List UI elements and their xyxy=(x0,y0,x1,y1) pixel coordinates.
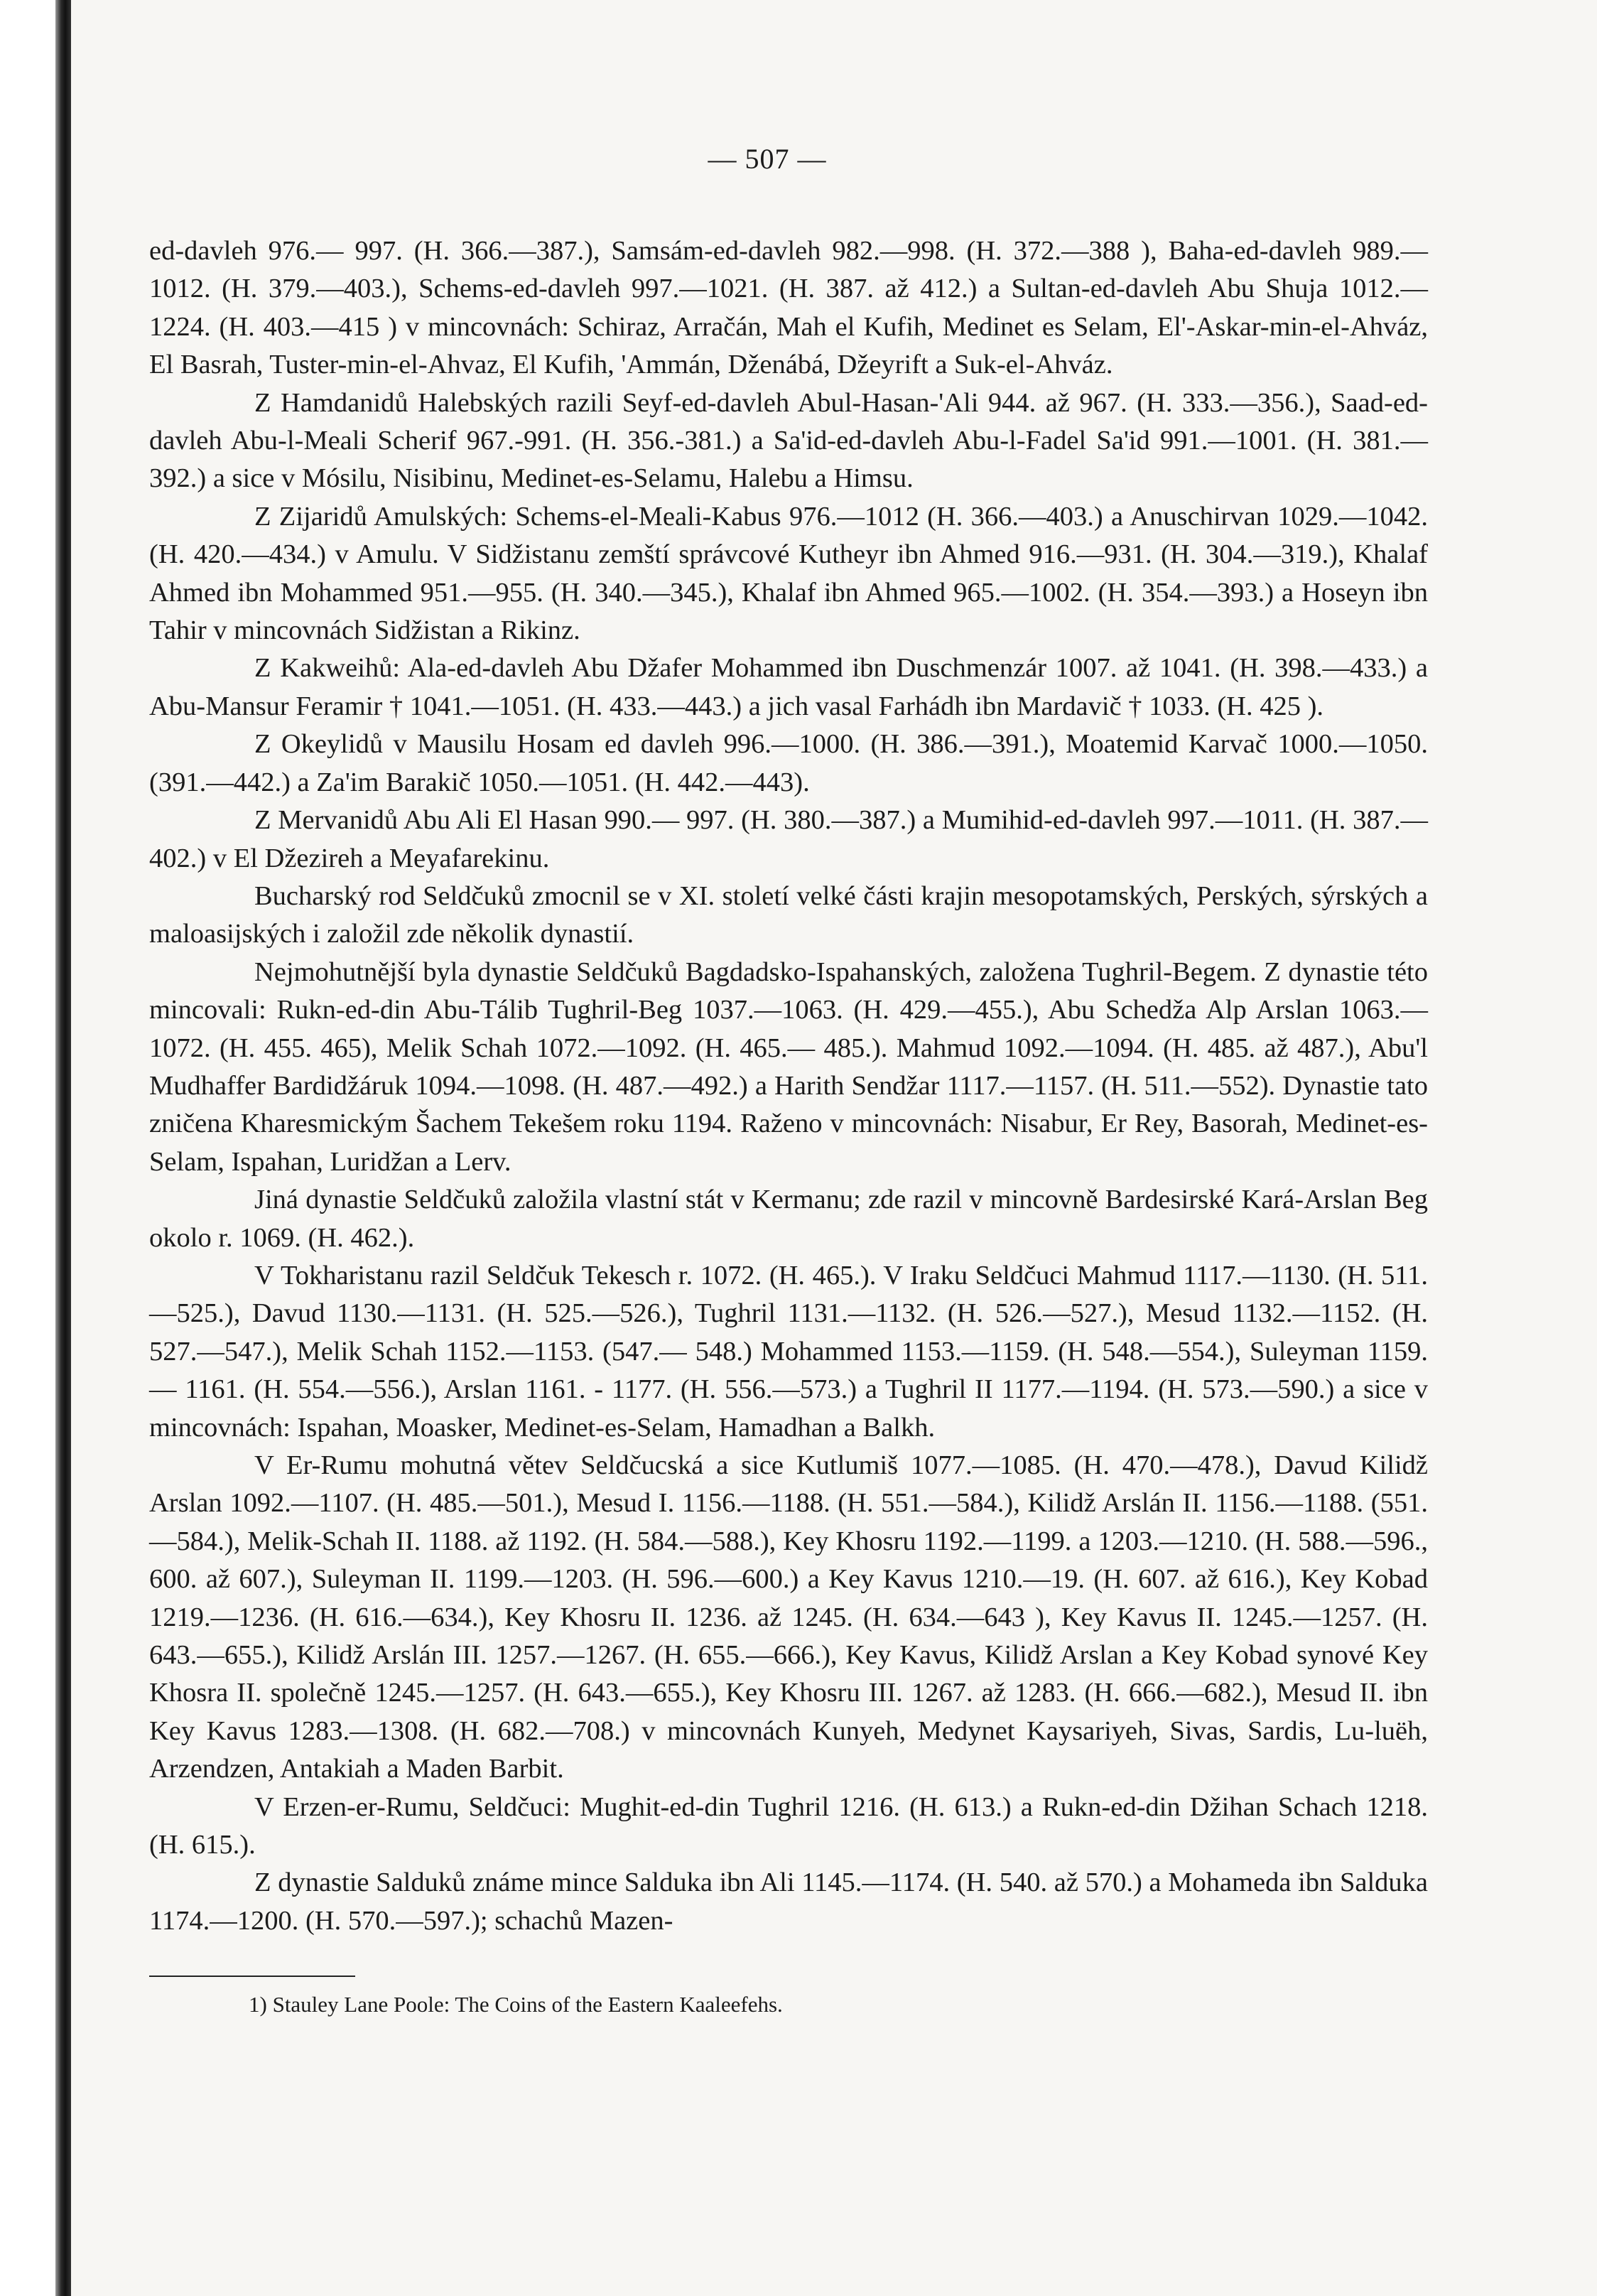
paragraph-saldukids: Z dynastie Salduků známe mince Salduka ibn Ali 1145.—1174. (H. 540. až 570.) a Mohameda ibn Salduka 1174.—1200. (H. 570.—597.); schachů Mazen- xyxy=(149,1867,1428,1936)
footnote-rule xyxy=(149,1976,355,1977)
paragraph-mervanids: Z Mervanidů Abu Ali El Hasan 990.— 997. (H. 380.—387.) a Mumihid-ed-davleh 997.—1011. (H. 387.—402.) v El Džezireh a Meyafarekinu. xyxy=(149,805,1428,873)
paragraph-seljuk-baghdad: Nejmohutnější byla dynastie Seldčuků Bagdadsko-Ispahanských, založena Tughril-Begem. Z dynastie této mincovali: Rukn-ed-din Abu-Tálib Tughril-Beg 1037.—1063. (H. 429.—455.), Abu Schedža Alp Arslan 1063.—1072. (H. 455. 465), Melik Schah 1072.—1092. (H. 465.— 485.). Mahmud 1092.—1094. (H. 485. až 487.), Abu'l Mudhaffer Bardidžáruk 1094.—1098. (H. 487.—492.) a Harith Sendžar 1117.—1157. (H. 511.—552). Dynastie tato zničena Kharesmickým Šachem Tekešem roku 1194. Raženo v mincovnách: Nisabur, Er Rey, Basorah, Medinet-es-Selam, Ispahan, Luridžan a Lerv. xyxy=(149,956,1428,1177)
paragraph-seljuk-erzen: V Erzen-er-Rumu, Seldčuci: Mughit-ed-din Tughril 1216. (H. 613.) a Rukn-ed-din Džihan Schach 1218. (H. 615.). xyxy=(149,1791,1428,1860)
paragraph-seljuk-kerman: Jiná dynastie Seldčuků založila vlastní stát v Kermanu; zde razil v mincovně Bardesirské Kará-Arslan Beg okolo r. 1069. (H. 462.). xyxy=(149,1185,1428,1253)
page-content xyxy=(149,142,1428,2020)
paragraph-okeylids: Z Okeylidů v Mausilu Hosam ed davleh 996.—1000. (H. 386.—391.), Moatemid Karvač 1000.—1050. (391.—442.) a Za'im Barakič 1050.—1051. (H. 442.—443). xyxy=(149,729,1428,797)
paragraph-ziyarids: Z Zijaridů Amulských: Schems-el-Meali-Kabus 976.—1012 (H. 366.—403.) a Anuschirvan 1029.—1042. (H. 420.—434.) v Amulu. V Sidžistanu zemští správcové Kutheyr ibn Ahmed 916.—931. (H. 304.—319.), Khalaf Ahmed ibn Mohammed 951.—955. (H. 340.—345.), Khalaf ibn Ahmed 965.—1002. (H. 354.—393.) a Hoseyn ibn Tahir v mincovnách Sidžistan a Rikinz. xyxy=(149,501,1428,646)
body-text xyxy=(149,232,1428,1940)
paragraph-seljuk-intro: Bucharský rod Seldčuků zmocnil se v XI. století velké části krajin mesopotamských, Perských, sýrských a maloasijských i založil zde několik dynastií. xyxy=(149,880,1428,949)
paragraph-seljuk-rum: V Er-Rumu mohutná větev Seldčucská a sice Kutlumiš 1077.—1085. (H. 470.—478.), Davud Kilidž Arslan 1092.—1107. (H. 485.—501.), Mesud I. 1156.—1188. (H. 551.—584.), Kilidž Arslán II. 1156.—1188. (551.—584.), Melik-Schah II. 1188. až 1192. (H. 584.—588.), Key Khosru 1192.—1199. a 1203.—1210. (H. 588.—596., 600. až 607.), Suleyman II. 1199.—1203. (H. 596.—600.) a Key Kavus 1210.—19. (H. 607. až 616.), Key Kobad 1219.—1236. (H. 616.—634.), Key Khosru II. 1236. až 1245. (H. 634.—643 ), Key Kavus II. 1245.—1257. (H. 643.—655.), Kilidž Arslán III. 1257.—1267. (H. 655.—666.), Key Kavus, Kilidž Arslan a Key Kobad synové Key Khosra II. společně 1245.—1257. (H. 643.—655.), Key Khosru III. 1267. až 1283. (H. 666.—682.), Mesud II. ibn Key Kavus 1283.—1308. (H. 682.—708.) v mincovnách Kunyeh, Medynet Kaysariyeh, Sivas, Sardis, Lu-luëh, Arzendzen, Antakiah a Maden Barbit. xyxy=(149,1450,1428,1784)
book-page xyxy=(71,0,1597,2296)
page-number: — 507 — xyxy=(708,143,827,175)
book-binding-edge xyxy=(55,0,71,2296)
paragraph-kakweihids: Z Kakweihů: Ala-ed-davleh Abu Džafer Mohammed ibn Duschmenzár 1007. až 1041. (H. 398.—433.) a Abu-Mansur Feramir † 1041.—1051. (H. 433.—443.) a jich vasal Farhádh ibn Mardavič † 1033. (H. 425 ). xyxy=(149,653,1428,721)
footnote: 1) Stauley Lane Poole: The Coins of the Eastern Kaaleefehs. xyxy=(249,1992,783,2017)
paragraph-mint-cities-buwayhid: ed-davleh 976.— 997. (H. 366.—387.), Samsám-ed-davleh 982.—998. (H. 372.—388 ), Baha-ed-davleh 989.—1012. (H. 379.—403.), Schems-ed-davleh 997.—1021. (H. 387. až 412.) a Sultan-ed-davleh Abu Shuja 1012.—1224. (H. 403.—415 ) v mincovnách: Schiraz, Arračán, Mah el Kufih, Medinet es Selam, El'-Askar-min-el-Ahváz, El Basrah, Tuster-min-el-Ahvaz, El Kufih, 'Ammán, Dženábá, Džeyrift a Suk-el-Ahváz. xyxy=(149,236,1428,380)
scan-left-margin xyxy=(0,0,55,2296)
paragraph-seljuk-tokharistan-iraq: V Tokharistanu razil Seldčuk Tekesch r. 1072. (H. 465.). V Iraku Seldčuci Mahmud 1117.—1130. (H. 511.—525.), Davud 1130.—1131. (H. 525.—526.), Tughril 1131.—1132. (H. 526.—527.), Mesud 1132.—1152. (H. 527.—547.), Melik Schah 1152.—1153. (547.— 548.) Mohammed 1153.—1159. (H. 548.—554.), Suleyman 1159.— 1161. (H. 554.—556.), Arslan 1161. - 1177. (H. 556.—573.) a Tughril II 1177.—1194. (H. 573.—590.) a sice v mincovnách: Ispahan, Moasker, Medinet-es-Selam, Hamadhan a Balkh. xyxy=(149,1260,1428,1443)
paragraph-hamdanids: Z Hamdanidů Halebských razili Seyf-ed-davleh Abul-Hasan-'Ali 944. až 967. (H. 333.—356.), Saad-ed-davleh Abu-l-Meali Scherif 967.-991. (H. 356.-381.) a Sa'id-ed-davleh Abu-l-Fadel Sa'id 991.—1001. (H. 381.—392.) a sice v Mósilu, Nisibinu, Medinet-es-Selamu, Halebu a Himsu. xyxy=(149,387,1428,494)
